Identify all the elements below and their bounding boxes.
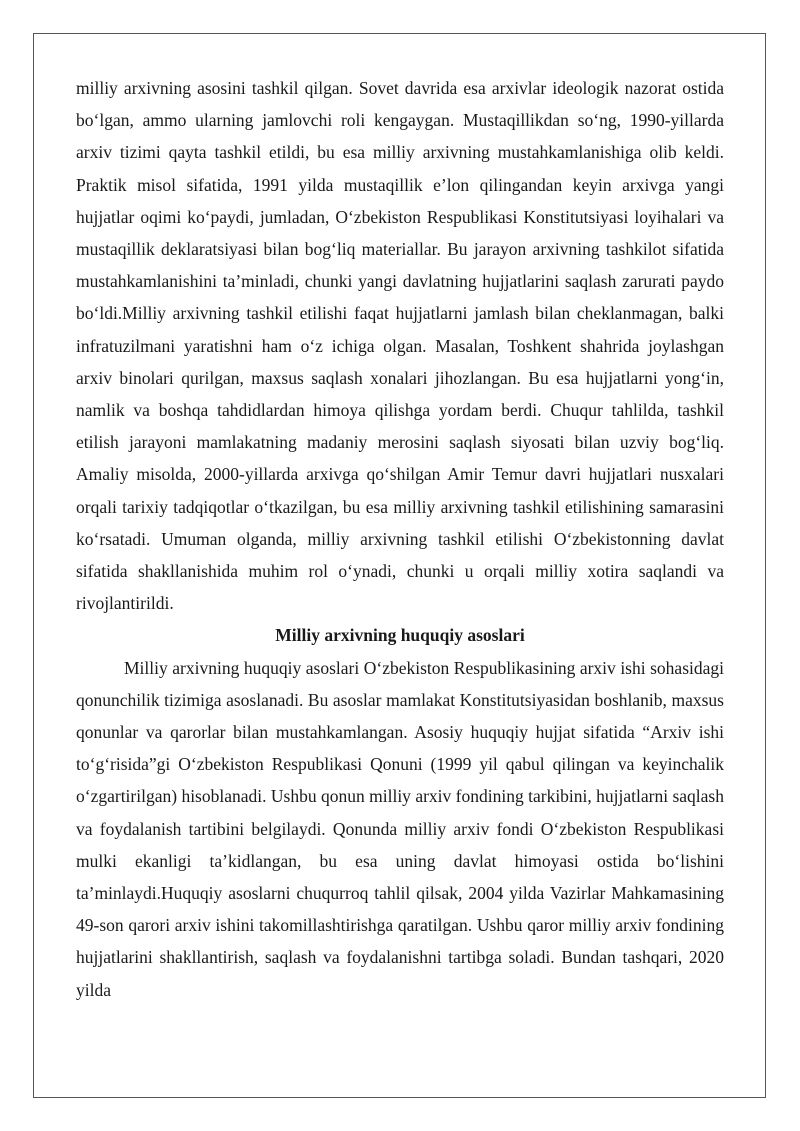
body-paragraph: milliy arxivning asosini tashkil qilgan. Sovet davrida esa arxivlar ideologik nazorat ostida bo‘lgan, ammo ularning jamlovchi roli kengaygan. Mustaqillikdan so‘ng, 1990-yillarda arxiv tizimi qayta tashkil etildi, bu esa milliy arxivning mustahkamlanishiga olib keldi. Praktik misol sifatida, 1991 yilda mustaqillik e’lon qilingandan keyin arxivga yangi hujjatlar oqimi ko‘paydi, jumladan, O‘zbekiston Respublikasi Konstitutsiyasi loyihalari va mustaqillik deklaratsiyasi bilan bog‘liq materiallar. Bu jarayon arxivning tashkilot sifatida mustahkamlanishini ta’minladi, chunki yangi davlatning hujjatlarini saqlash zarurati paydo bo‘ldi.Milliy arxivning tashkil etilishi faqat hujjatlarni jamlash bilan cheklanmagan, balki infratuzilmani yaratishni ham o‘z ichiga olgan. Masalan, Toshkent shahrida joylashgan arxiv binolari qurilgan, maxsus saqlash xonalari jihozlangan. Bu esa hujjatlarni yong‘in, namlik va boshqa tahdidlardan himoya qilishga yordam berdi. Chuqur tahlilda, tashkil etilish jarayoni mamlakatning madaniy merosini saqlash siyosati bilan uzviy bog‘liq. Amaliy misolda, 2000-yillarda arxivga qo‘shilgan Amir Temur davri hujjatlari nusxalari orqali tarixiy tadqiqotlar o‘tkazilgan, bu esa milliy arxivning tashkil etilishining samarasini ko‘rsatadi. Umuman olganda, milliy arxivning tashkil etilishi O‘zbekistonning davlat sifatida shakllanishida muhim rol o‘ynadi, chunki u orqali milliy xotira saqlandi va rivojlantirildi. (76, 78, 724, 614)
document-body (76, 72, 724, 1006)
section-heading: Milliy arxivning huquqiy asoslari (275, 625, 525, 646)
body-paragraph: Milliy arxivning huquqiy asoslari O‘zbekiston Respublikasining arxiv ishi sohasidagi qonunchilik tizimiga asoslanadi. Bu asoslar mamlakat Konstitutsiyasidan boshlanib, maxsus qonunlar va qarorlar bilan mustahkamlangan. Asosiy huquqiy hujjat sifatida “Arxiv ishi to‘g‘risida”gi O‘zbekiston Respublikasi Qonuni (1999 yil qabul qilingan va keyinchalik o‘zgartirilgan) hisoblanadi. Ushbu qonun milliy arxiv fondining tarkibini, hujjatlarni saqlash va foydalanish tartibini belgilaydi. Qonunda milliy arxiv fondi O‘zbekiston Respublikasi mulki ekanligi ta’kidlangan, bu esa uning davlat himoyasi ostida bo‘lishini ta’minlaydi.Huquqiy asoslarni chuqurroq tahlil qilsak, 2004 yilda Vazirlar Mahkamasining 49-son qarori arxiv ishini takomillashtirishga qaratilgan. Ushbu qaror milliy arxiv fondining hujjatlarini shakllantirish, saqlash va foydalanishni tartibga soladi. Bundan tashqari, 2020 yilda (76, 657, 724, 1000)
